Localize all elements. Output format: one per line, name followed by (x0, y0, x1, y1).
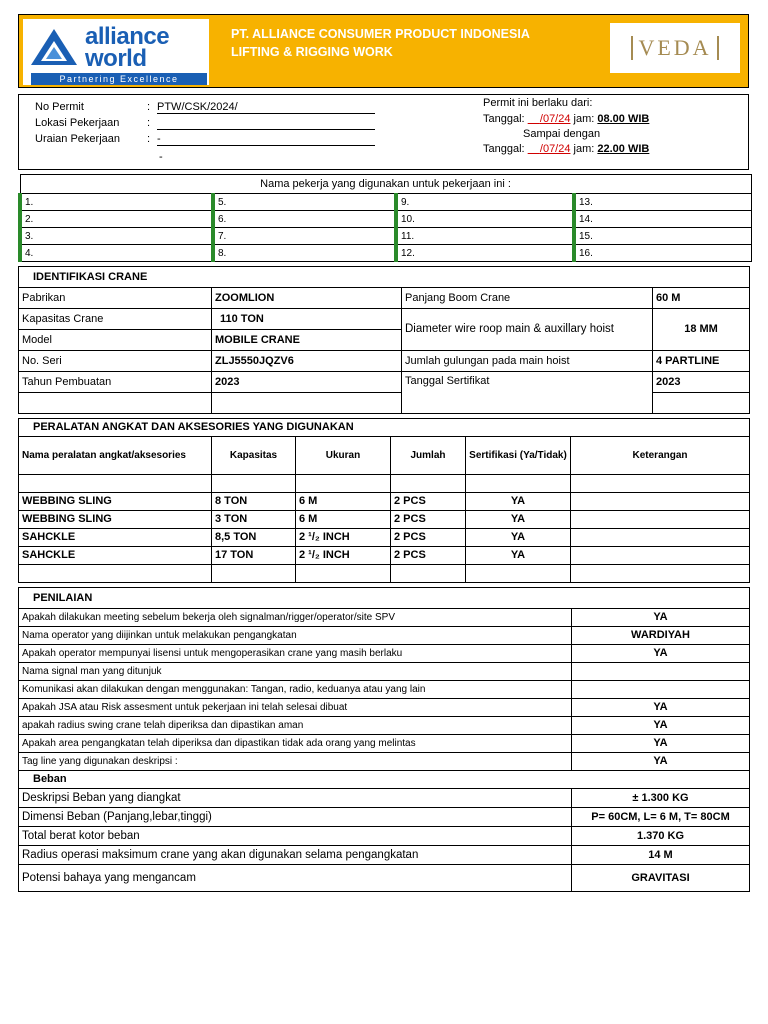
workers-title: Nama pekerja yang digunakan untuk pekerjaan ini : (20, 175, 751, 194)
empty-cell[interactable] (391, 565, 466, 583)
header-jumlah: Jumlah (391, 437, 466, 475)
worker-cell[interactable]: 4. (20, 245, 213, 262)
worker-cell[interactable]: 5. (213, 194, 396, 211)
colon: : (147, 117, 151, 129)
beban-section-title: Beban (19, 771, 750, 789)
penilaian-question: Nama signal man yang ditunjuk (19, 663, 572, 681)
seri-label: No. Seri (19, 351, 212, 372)
crane-section-title: IDENTIFIKASI CRANE (19, 267, 750, 288)
penilaian-row (19, 735, 750, 753)
equipment-section-title: PERALATAN ANGKAT DAN AKSESORIES YANG DIGUNAKAN (19, 419, 750, 437)
penilaian-answer[interactable] (572, 663, 750, 681)
beban-row (19, 827, 750, 846)
equipment-ukuran[interactable]: 6 M (296, 493, 391, 511)
pabrikan-value[interactable]: ZOOMLION (212, 288, 402, 309)
penilaian-row (19, 681, 750, 699)
gulungan-value[interactable]: 4 PARTLINE (653, 351, 750, 372)
empty-cell (653, 393, 750, 414)
empty-cell (19, 393, 212, 414)
equipment-jumlah[interactable]: 2 PCS (391, 493, 466, 511)
equipment-ukuran[interactable]: 2 ¹/₂ INCH (296, 547, 391, 565)
equipment-name[interactable]: SAHCKLE (19, 529, 212, 547)
logo-tagline: Partnering Excellence (31, 73, 207, 85)
tahun-value[interactable]: 2023 (212, 372, 402, 393)
worker-cell[interactable]: 13. (574, 194, 751, 211)
alliance-world-logo (23, 19, 209, 85)
worker-cell[interactable]: 1. (20, 194, 213, 211)
penilaian-question: Apakah dilakukan meeting sebelum bekerja oleh signalman/rigger/operator/site SPV (19, 609, 572, 627)
berlaku-label: Permit ini berlaku dari: (483, 97, 593, 109)
penilaian-answer[interactable]: WARDIYAH (572, 627, 750, 645)
penilaian-question: Apakah area pengangkatan telah diperiksa dan dipastikan tidak ada orang yang melintas (19, 735, 572, 753)
penilaian-row (19, 699, 750, 717)
empty-cell[interactable] (212, 475, 296, 493)
equipment-row (19, 511, 750, 529)
header-kapasitas: Kapasitas (212, 437, 296, 475)
penilaian-row (19, 609, 750, 627)
beban-question: Deskripsi Beban yang diangkat (19, 789, 572, 808)
jam-label: jam: (573, 113, 595, 125)
equipment-name[interactable]: WEBBING SLING (19, 493, 212, 511)
veda-bar-icon (717, 36, 719, 60)
empty-cell[interactable] (296, 565, 391, 583)
penilaian-answer[interactable]: YA (572, 699, 750, 717)
beban-answer[interactable]: P= 60CM, L= 6 M, T= 80CM (572, 808, 750, 827)
veda-logo (610, 23, 740, 73)
worker-cell[interactable]: 15. (574, 228, 751, 245)
permit-form (18, 14, 749, 892)
header-keterangan: Keterangan (571, 437, 750, 475)
worker-cell[interactable]: 8. (213, 245, 396, 262)
tanggal-row-2 (483, 143, 649, 155)
penilaian-question: Apakah JSA atau Risk assesment untuk pekerjaan ini telah selesai dibuat (19, 699, 572, 717)
penilaian-answer[interactable]: YA (572, 609, 750, 627)
worker-cell[interactable]: 6. (213, 211, 396, 228)
penilaian-answer[interactable]: YA (572, 645, 750, 663)
boom-label: Panjang Boom Crane (402, 288, 653, 309)
header-nama: Nama peralatan angkat/aksesories (19, 437, 212, 475)
colon: : (147, 133, 151, 145)
penilaian-question: Tag line yang digunakan deskripsi : (19, 753, 572, 771)
equipment-sertifikasi[interactable]: YA (466, 547, 571, 565)
form-header (18, 14, 749, 88)
worker-cell[interactable]: 14. (574, 211, 751, 228)
tanggal-2-value: /07/24 (539, 143, 571, 155)
sertifikat-label: Tanggal Sertifikat (402, 372, 653, 414)
penilaian-row (19, 627, 750, 645)
penilaian-row (19, 753, 750, 771)
uraian-line2: - (159, 151, 163, 163)
equipment-kapasitas[interactable]: 8,5 TON (212, 529, 296, 547)
beban-answer[interactable]: ± 1.300 KG (572, 789, 750, 808)
penilaian-question: Apakah operator mempunyai lisensi untuk mengoperasikan crane yang masih berlaku (19, 645, 572, 663)
equipment-jumlah[interactable]: 2 PCS (391, 529, 466, 547)
worker-cell[interactable]: 11. (396, 228, 574, 245)
sertifikat-value[interactable]: 2023 (653, 372, 750, 393)
penilaian-question: Nama operator yang diijinkan untuk melakukan pengangkatan (19, 627, 572, 645)
equipment-ukuran[interactable]: 6 M (296, 511, 391, 529)
penilaian-answer[interactable]: YA (572, 735, 750, 753)
beban-question: Dimensi Beban (Panjang,lebar,tinggi) (19, 808, 572, 827)
equipment-row (19, 493, 750, 511)
beban-question: Potensi bahaya yang mengancam (19, 865, 572, 892)
uraian-label: Uraian Pekerjaan (35, 133, 120, 145)
penilaian-row (19, 645, 750, 663)
equipment-kapasitas[interactable]: 17 TON (212, 547, 296, 565)
boom-value[interactable]: 60 M (653, 288, 750, 309)
kapasitas-value[interactable]: 110 TON (212, 309, 402, 330)
form-title: LIFTING & RIGGING WORK (231, 45, 393, 59)
worker-cell[interactable]: 2. (20, 211, 213, 228)
penilaian-question: Komunikasi akan dilakukan dengan menggunakan: Tangan, radio, keduanya atau yang lain (19, 681, 572, 699)
model-label: Model (19, 330, 212, 351)
pabrikan-label: Pabrikan (19, 288, 212, 309)
header-ukuran: Ukuran (296, 437, 391, 475)
equipment-kapasitas[interactable]: 8 TON (212, 493, 296, 511)
equipment-sertifikasi[interactable]: YA (466, 511, 571, 529)
header-sertifikasi: Sertifikasi (Ya/Tidak) (466, 437, 571, 475)
equipment-row (19, 529, 750, 547)
empty-cell[interactable] (466, 475, 571, 493)
penilaian-row (19, 663, 750, 681)
equipment-keterangan[interactable] (571, 493, 750, 511)
jam-2-field[interactable]: 22.00 WIB (597, 143, 650, 155)
worker-cell[interactable]: 3. (20, 228, 213, 245)
beban-row (19, 808, 750, 827)
worker-cell[interactable]: 7. (213, 228, 396, 245)
equipment-ukuran[interactable]: 2 ¹/₂ INCH (296, 529, 391, 547)
worker-cell[interactable]: 9. (396, 194, 574, 211)
workers-rows (20, 194, 751, 262)
tanggal-label: Tanggal: (483, 143, 525, 155)
beban-question: Total berat kotor beban (19, 827, 572, 846)
lokasi-label: Lokasi Pekerjaan (35, 117, 120, 129)
beban-answer[interactable]: 14 M (572, 846, 750, 865)
jam-label: jam: (573, 143, 595, 155)
worker-cell[interactable]: 16. (574, 245, 751, 262)
equipment-keterangan[interactable] (571, 547, 750, 565)
penilaian-row (19, 717, 750, 735)
equipment-sertifikasi[interactable]: YA (466, 529, 571, 547)
gulungan-label: Jumlah gulungan pada main hoist (402, 351, 653, 372)
logo-word-alliance: alliance (85, 23, 170, 50)
tahun-label: Tahun Pembuatan (19, 372, 212, 393)
empty-cell[interactable] (391, 475, 466, 493)
seri-value[interactable]: ZLJ5550JQZV6 (212, 351, 402, 372)
beban-answer[interactable]: 1.370 KG (572, 827, 750, 846)
equipment-jumlah[interactable]: 2 PCS (391, 511, 466, 529)
colon: : (147, 101, 151, 113)
worker-cell[interactable]: 10. (396, 211, 574, 228)
penilaian-question: apakah radius swing crane telah diperiksa dan dipastikan aman (19, 717, 572, 735)
company-title: PT. ALLIANCE CONSUMER PRODUCT INDONESIA (231, 27, 530, 41)
empty-cell[interactable] (19, 475, 212, 493)
equipment-name[interactable]: WEBBING SLING (19, 511, 212, 529)
diameter-label: Diameter wire roop main & auxillary hoist (402, 309, 653, 351)
lokasi-field[interactable] (157, 117, 375, 130)
equipment-keterangan[interactable] (571, 511, 750, 529)
workers-table (18, 174, 752, 262)
sampai-label: Sampai dengan (523, 128, 601, 140)
equipment-keterangan[interactable] (571, 529, 750, 547)
penilaian-section-title: PENILAIAN (19, 588, 750, 609)
empty-cell[interactable] (466, 565, 571, 583)
beban-row (19, 789, 750, 808)
penilaian-answer[interactable] (572, 681, 750, 699)
tanggal-1-value: /07/24 (539, 113, 571, 125)
kapasitas-label: Kapasitas Crane (19, 309, 212, 330)
equipment-row (19, 547, 750, 565)
logo-word-world: world (85, 45, 147, 72)
equipment-sertifikasi[interactable]: YA (466, 493, 571, 511)
permit-info (18, 94, 749, 170)
empty-cell (212, 393, 402, 414)
equipment-kapasitas[interactable]: 3 TON (212, 511, 296, 529)
beban-question: Radius operasi maksimum crane yang akan digunakan selama pengangkatan (19, 846, 572, 865)
equipment-table (18, 418, 750, 583)
tanggal-1-field[interactable] (528, 113, 571, 125)
no-permit-label: No Permit (35, 101, 84, 113)
no-permit-field[interactable]: PTW/CSK/2024/ (157, 101, 375, 114)
empty-cell[interactable] (571, 475, 750, 493)
penilaian-answer[interactable]: YA (572, 753, 750, 771)
triangle-logo-icon (29, 27, 79, 67)
penilaian-answer[interactable]: YA (572, 717, 750, 735)
uraian-field[interactable]: - (157, 133, 375, 146)
beban-row (19, 846, 750, 865)
equipment-name[interactable]: SAHCKLE (19, 547, 212, 565)
tanggal-2-field[interactable] (528, 143, 571, 155)
tanggal-row-1 (483, 113, 649, 125)
empty-cell[interactable] (212, 565, 296, 583)
empty-cell[interactable] (296, 475, 391, 493)
veda-bar-icon (631, 36, 633, 60)
crane-table (18, 266, 750, 414)
beban-answer[interactable]: GRAVITASI (572, 865, 750, 892)
beban-row (19, 865, 750, 892)
equipment-jumlah[interactable]: 2 PCS (391, 547, 466, 565)
empty-cell[interactable] (571, 565, 750, 583)
model-value[interactable]: MOBILE CRANE (212, 330, 402, 351)
diameter-value[interactable]: 18 MM (653, 309, 750, 351)
veda-logo-text: VEDA (638, 35, 712, 60)
tanggal-label: Tanggal: (483, 113, 525, 125)
worker-cell[interactable]: 12. (396, 245, 574, 262)
penilaian-table (18, 587, 750, 892)
empty-cell[interactable] (19, 565, 212, 583)
jam-1-field[interactable]: 08.00 WIB (597, 113, 650, 125)
